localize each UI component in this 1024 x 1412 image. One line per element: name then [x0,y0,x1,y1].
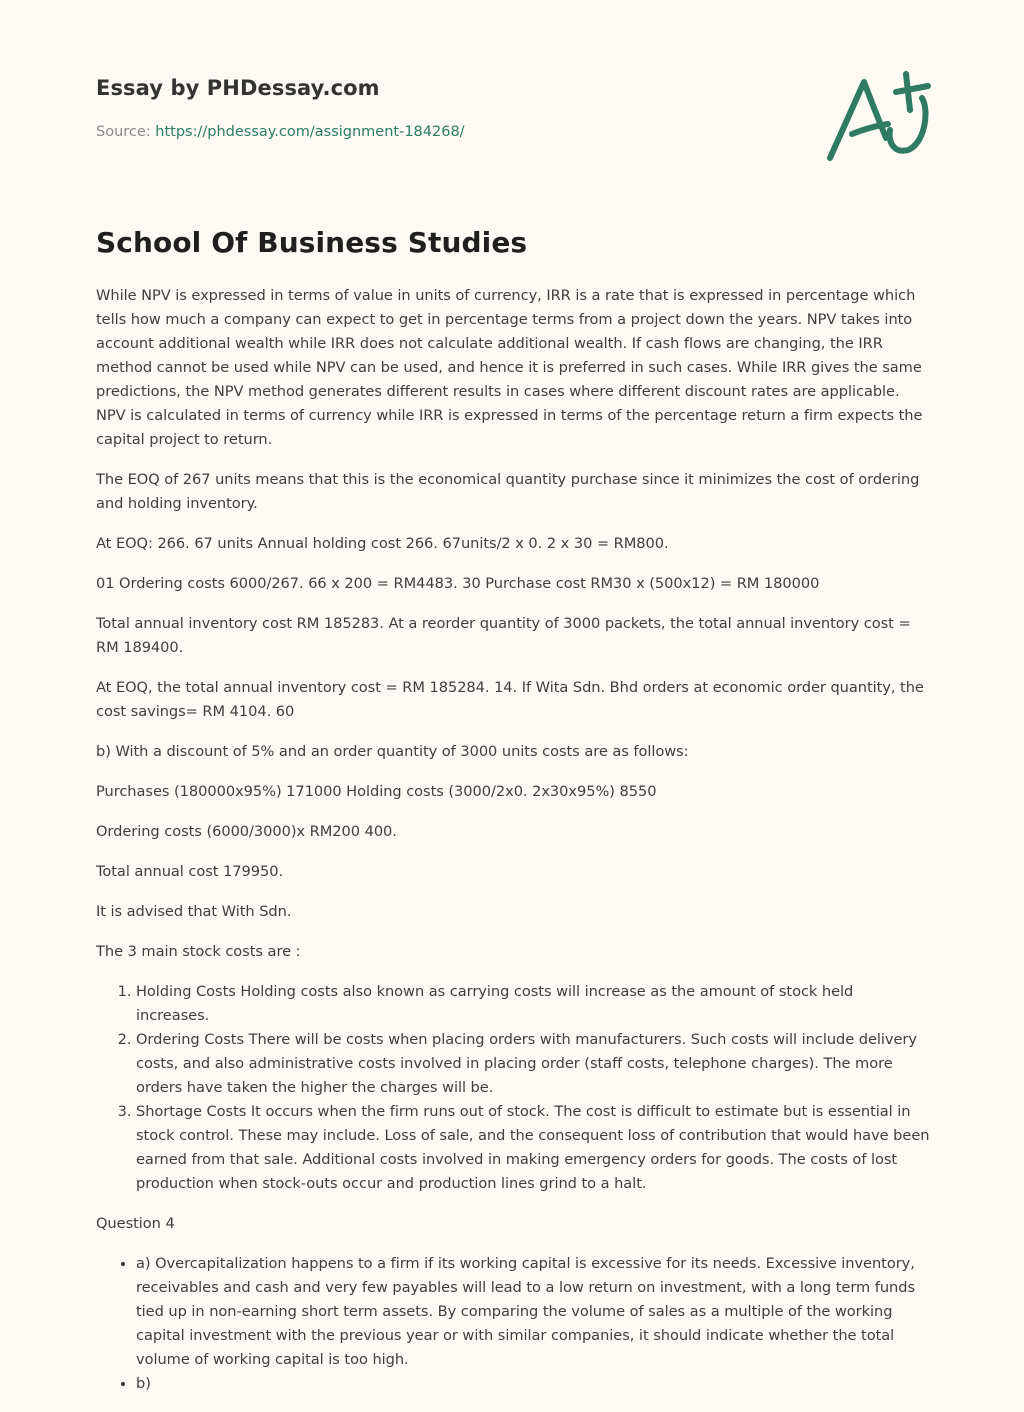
question-heading: Question 4 [96,1215,175,1232]
paragraph-stock-costs-intro: The 3 main stock costs are : [96,943,301,960]
source-line [96,124,465,140]
paragraph-total-inventory-cost: Total annual inventory cost RM 185283. At a reorder quantity of 3000 packets, the total annual inventory cost = RM 189400. [96,615,911,656]
question-list [96,1252,930,1396]
essay-body [96,284,930,1412]
list-item: 1. Holding Costs Holding costs also known as carrying costs will increase as the amount of stock held increases. [136,980,930,1028]
source-label: Source: [96,124,156,140]
site-brand-title: Essay by PHDessay.com [96,76,380,100]
list-item: 3. Shortage Costs It occurs when the firm runs out of stock. The cost is difficult to estimate but is essential in stock control. These may include. Loss of sale, and the consequent loss of contribution that would have been earned from that sale. Additional costs involved in making emergency orders for goods. The costs of lost production when stock-outs occur and production lines grind to a halt. [136,1100,930,1196]
paragraph-total-annual-cost: Total annual cost 179950. [96,863,284,880]
list-item: • a) Overcapitalization happens to a firm if its working capital is excessive for its needs. Excessive inventory, receivables and cash and very few payables will lead to a low return on investment, with a long term funds tied up in non-earning short term assets. By comparing the volume of sales as a multiple of the working capital investment with the previous year or with similar companies, it should indicate whether the total volume of working capital is too high. [136,1252,930,1372]
paragraph-ordering-400: Ordering costs (6000/3000)x RM200 400. [96,823,397,840]
source-link[interactable]: https://phdessay.com/assignment-184268/ [155,124,465,140]
document-title: School Of Business Studies [96,226,528,259]
list-item: • b) [136,1372,930,1396]
paragraph-npv-irr: While NPV is expressed in terms of value in units of currency, IRR is a rate that is expressed in percentage which tells how much a company can expect to get in percentage terms from a project down the years. NPV takes into account additional wealth while IRR does not calculate additional wealth. If cash flows are changing, the IRR method cannot be used while NPV can be used, and hence it is preferred in such cases. While IRR gives the same predictions, the NPV method generates different results in cases where different discount rates are applicable. NPV is calculated in terms of currency while IRR is expressed in terms of the percentage return a firm expects the capital project to return. [96,287,923,448]
paragraph-advice: It is advised that With Sdn. [96,903,292,920]
paragraph-eoq-meaning: The EOQ of 267 units means that this is the economical quantity purchase since it minimizes the cost of ordering and holding inventory. [96,471,920,512]
paragraph-ordering-cost: 01 Ordering costs 6000/267. 66 x 200 = RM4483. 30 Purchase cost RM30 x (500x12) = RM 180000 [96,575,820,592]
paragraph-holding-cost: At EOQ: 266. 67 units Annual holding cost 266. 67units/2 x 0. 2 x 30 = RM800. [96,535,669,552]
a-plus-grade-icon [818,64,934,168]
stock-costs-list [96,980,930,1196]
paragraph-cost-savings: At EOQ, the total annual inventory cost = RM 185284. 14. If Wita Sdn. Bhd orders at economic order quantity, the cost savings= RM 4104. 60 [96,679,924,720]
paragraph-purchases: Purchases (180000x95%) 171000 Holding costs (3000/2x0. 2x30x95%) 8550 [96,783,657,800]
paragraph-discount: b) With a discount of 5% and an order quantity of 3000 units costs are as follows: [96,743,689,760]
list-item: 2. Ordering Costs There will be costs when placing orders with manufacturers. Such costs will include delivery costs, and also administrative costs involved in placing order (staff costs, telephone charges). The more orders have taken the higher the charges will be. [136,1028,930,1100]
